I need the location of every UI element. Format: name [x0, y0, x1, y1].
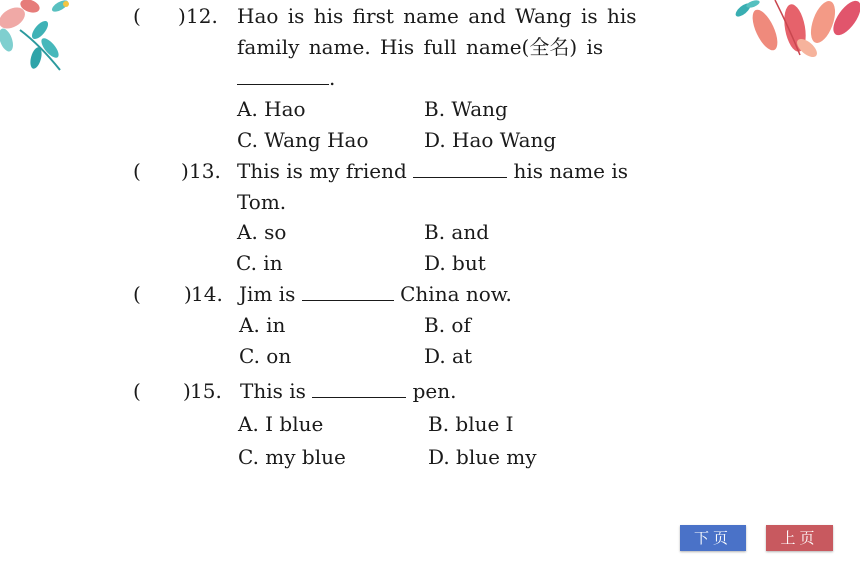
option-d: D. blue my	[428, 445, 537, 469]
question-number: 14.	[191, 282, 223, 306]
option-c: C. my blue	[238, 445, 346, 469]
option-a: A. Hao	[237, 97, 306, 121]
option-a: A. in	[239, 313, 286, 337]
option-d: D. but	[424, 251, 486, 275]
stem-text-after: pen.	[412, 379, 457, 403]
question-stem-line-2: Tom.	[237, 190, 287, 214]
stem-text-before: This is my friend	[237, 159, 407, 183]
question-stem-line-2: family name. His full name(全名) is	[237, 35, 604, 59]
question-number: 15.	[190, 379, 222, 403]
answer-paren-open: (	[133, 159, 141, 183]
stem-text-before: Jim is	[239, 282, 296, 306]
stem-text-before: This is	[240, 379, 306, 403]
question-number: 12.	[186, 4, 218, 28]
question-stem	[240, 376, 457, 406]
question-stem	[237, 156, 628, 186]
stem-text-after: his name is	[513, 159, 629, 183]
option-d: D. at	[424, 344, 472, 368]
stem-period: .	[329, 66, 336, 90]
option-b: B. of	[424, 313, 471, 337]
answer-blank	[237, 66, 329, 85]
answer-paren-open: (	[133, 4, 141, 28]
answer-blank-line	[237, 63, 335, 93]
stem-text-after: China now.	[400, 282, 512, 306]
previous-page-button[interactable]: 上页	[766, 525, 833, 551]
answer-paren-close: )	[183, 379, 191, 403]
option-c: C. Wang Hao	[237, 128, 369, 152]
question-stem: Hao is his first name and Wang is his	[237, 4, 637, 28]
answer-blank	[413, 159, 507, 178]
answer-paren-open: (	[133, 379, 141, 403]
answer-paren-close: )	[181, 159, 189, 183]
answer-paren-open: (	[133, 282, 141, 306]
question-stem	[239, 279, 512, 309]
option-c: C. in	[236, 251, 283, 275]
floral-decoration-right-icon	[735, 0, 860, 62]
option-b: B. and	[424, 220, 490, 244]
option-d: D. Hao Wang	[424, 128, 557, 152]
answer-blank	[302, 282, 394, 301]
option-b: B. blue I	[428, 412, 514, 436]
question-number: 13.	[189, 159, 221, 183]
option-b: B. Wang	[424, 97, 508, 121]
option-a: A. so	[237, 220, 287, 244]
option-c: C. on	[239, 344, 292, 368]
answer-blank	[312, 379, 406, 398]
option-a: A. I blue	[238, 412, 324, 436]
answer-paren-close: )	[178, 4, 186, 28]
next-page-button[interactable]: 下页	[680, 525, 746, 551]
answer-paren-close: )	[184, 282, 192, 306]
floral-decoration-left-icon	[0, 0, 80, 80]
